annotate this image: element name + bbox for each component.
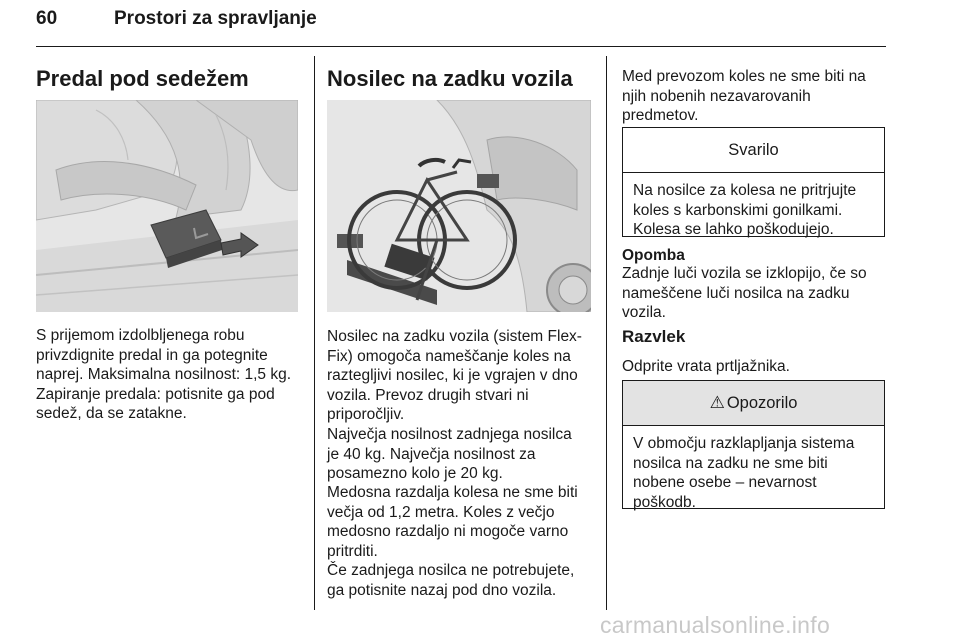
header-rule xyxy=(36,46,886,47)
watermark: carmanualsonline.info xyxy=(600,612,831,638)
warning-title: Opozorilo xyxy=(726,393,798,412)
warning-header xyxy=(623,381,884,426)
page-number: 60 xyxy=(36,8,58,29)
under-seat-drawer-illustration xyxy=(36,100,298,312)
caution-title: Svarilo xyxy=(623,128,884,173)
rear-carrier-text-1: Nosilec na zadku vozila (sistem Flex- Fix) omogoča nameščanje koles na raztegljivi nosilec, ki je vgrajen v dno vozila. Prevoz drugih stvari ni priporočljiv. xyxy=(327,328,582,424)
under-seat-drawer-text: S prijemom izdolbljenega robu privzdignite predal in ga potegnite naprej. Maksimalna nosilnost: 1,5 kg. Zapiranje predala: potisnite ga pod sedež, da se zatakne. xyxy=(36,327,292,423)
column-divider-1 xyxy=(314,56,315,610)
warning-triangle-icon: ⚠ xyxy=(709,393,725,412)
rear-carrier-text-4: Če zadnjega nosilca ne potrebujete, ga potisnite nazaj pod dno vozila. xyxy=(327,562,575,599)
caution-text: Na nosilce za kolesa ne pritrjujte koles s karbonskimi gonilkami. Kolesa se lahko poškodujejo. xyxy=(633,182,857,239)
warning-text: V območju razklapljanja sistema nosilca na zadku ne sme biti nobene osebe – nevarnost poškodb. xyxy=(633,435,855,511)
rear-carrier-text-3: Medosna razdalja kolesa ne sme biti večja od 1,2 metra. Koles z večjo medosno razdaljo ni mogoče varno pritrditi. xyxy=(327,484,578,560)
rear-bike-carrier-illustration xyxy=(327,100,591,312)
section-heading-deploy: Razvlek xyxy=(622,327,686,346)
rear-carrier-text-2: Največja nosilnost zadnjega nosilca je 40 kg. Največja nosilnost za posamezno kolo je 20 kg. xyxy=(327,426,572,483)
note-title: Opomba xyxy=(622,247,685,264)
section-heading-rear-carrier: Nosilec na zadku vozila xyxy=(327,66,573,91)
warning-box xyxy=(622,380,885,509)
intro-text: Med prevozom koles ne sme biti na njih nobenih nezavarovanih predmetov. xyxy=(622,68,866,125)
section-heading-under-seat-drawer: Predal pod sedežem xyxy=(36,66,249,91)
deploy-text: Odprite vrata prtljažnika. xyxy=(622,358,790,375)
chapter-title: Prostori za spravljanje xyxy=(114,8,317,29)
note-text: Zadnje luči vozila se izklopijo, če so nameščene luči nosilca na zadku vozila. xyxy=(622,265,867,322)
caution-box xyxy=(622,127,885,237)
column-divider-2 xyxy=(606,56,607,610)
